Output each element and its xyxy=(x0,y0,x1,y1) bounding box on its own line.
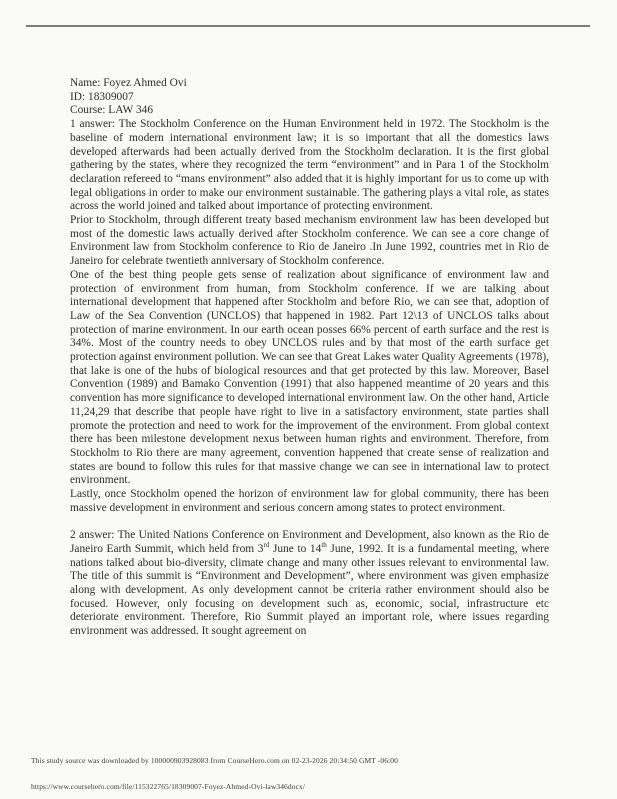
coursehero-source-url[interactable]: https://www.coursehero.com/file/115322765/18309007-Foyez-Ahmed-Ovi-law346docx/ xyxy=(31,782,306,791)
answer2-ordinal-suffix-2: th xyxy=(321,541,327,550)
document-body xyxy=(70,77,549,639)
course-line: Course: LAW 346 xyxy=(70,104,154,117)
student-id-line: ID: 18309007 xyxy=(70,90,134,103)
answer2-ordinal-suffix-1: rd xyxy=(263,541,270,550)
answer1-paragraph-1: 1 answer: The Stockholm Conference on the Human Environment held in 1972. The Stockholm is the baseline of modern international environment law; it is so important that all the domestics laws developed afterwards had been actually derived from the Stockholm declaration. It is the first global gathering by the states, where they recognized the term “environment” and in Para 1 of the Stockholm declaration refereed to “mans environment” also added that it is highly important for us to come up with legal obligations in order to make our environment sustainable. The gathering plays a vital role, as states across the world joined and talked about importance of protecting environment. xyxy=(70,118,549,213)
answer2-text-part3: June, 1992. It is a fundamental meeting, where nations talked about bio-diversity, climate change and many other issues relevant to environmental law. The title of this summit is “Environment and Development”, where environment was given emphasize along with development. As only development cannot be criteria rather environment should also be focused. However, only focusing on development such as, economic, social, infrastructure etc deteriorate environment. Therefore, Rio Summit played an important role, where issues regarding environment was addressed. It sought agreement on xyxy=(70,542,549,638)
student-name-line: Name: Foyez Ahmed Ovi xyxy=(70,77,187,89)
answer2-text-part1: 2 answer: The United Nations Conference on Environment and Development, also known as the Rio de Janeiro Earth Summit, which held from 3 xyxy=(70,529,549,555)
coursehero-download-notice: This study source was downloaded by 100000903928083 from CourseHero.com on 02-23-2026 20:34:50 GMT -06:00 xyxy=(31,756,398,765)
answer2-paragraph xyxy=(70,529,549,639)
answer1-paragraph-2: Prior to Stockholm, through different treaty based mechanism environment law has been developed but most of the domestic laws actually derived after Stockholm conference. We can see a core change of Environment law from Stockholm conference to Rio de Janeiro .In June 1992, countries met in Rio de Janeiro for celebrate twentieth anniversary of Stockholm conference. xyxy=(70,214,549,268)
page-top-rule xyxy=(26,25,590,27)
answer2-text-part2: June to 14 xyxy=(269,542,322,555)
answer1-paragraph-3: One of the best thing people gets sense of realization about significance of environment law and protection of environment from human, from Stockholm conference. If we are talking about international development that happened after Stockholm and before Rio, we can see that, adoption of Law of the Sea Convention (UNCLOS) that happened in 1982. Part 12\13 of UNCLOS talks about protection of marine environment. In our earth ocean posses 66% percent of earth surface and the rest is 34%. Most of the country needs to obey UNCLOS rules and by that most of the earth surface get protection against environment pollution. We can see that Great Lakes water Quality Agreements (1978), that lake is one of the hubs of biological resources and that get protected by this law. Moreover, Basel Convention (1989) and Bamako Convention (1991) that also happened meantime of 20 years and this convention has more significance to developed international environment law. On the other hand, Article 11,24,29 that describe that people have right to live in a satisfactory environment, state parties shall promote the protection and need to work for the improvement of the environment. From global context there has been milestone development nexus between human rights and environment. Therefore, from Stockholm to Rio there are many agreement, convention happened that create sense of realization and states are bound to follow this rules for that massive change we can see in international law to protect environment. xyxy=(70,268,549,487)
answer1-paragraph-4: Lastly, once Stockholm opened the horizon of environment law for global community, there has been massive development in environment and serious concern among states to protect environment. xyxy=(70,488,549,514)
